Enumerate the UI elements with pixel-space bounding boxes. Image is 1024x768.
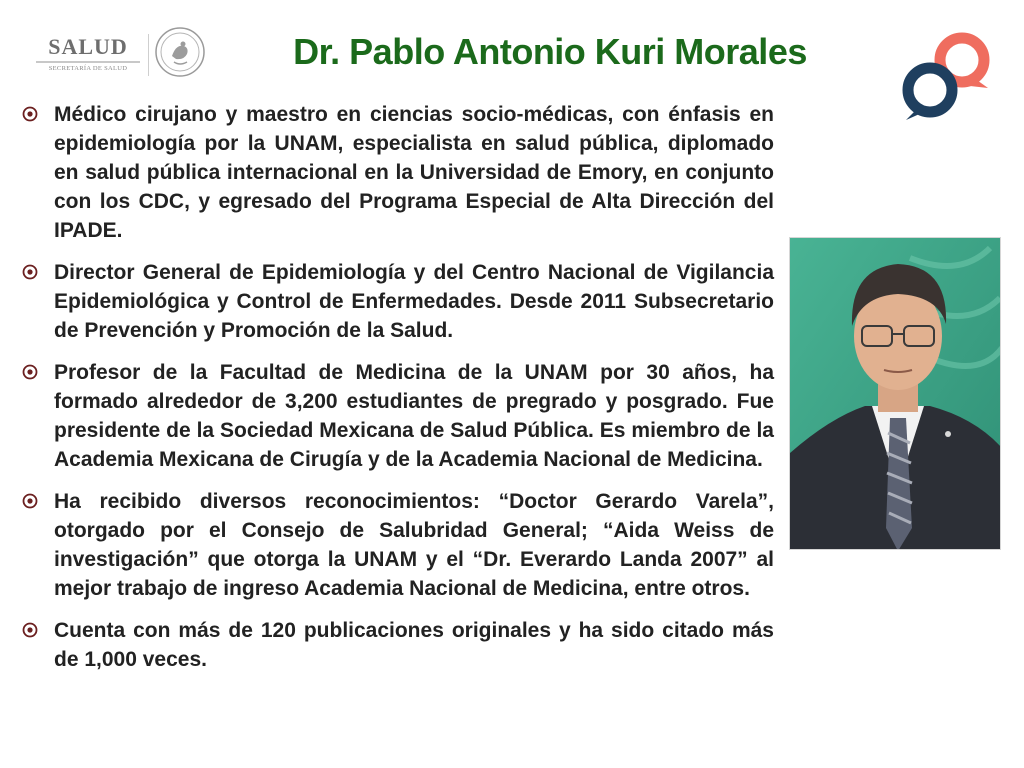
bullet-text: Director General de Epidemiología y del Centro Nacional de Vigilancia Epidemiológica y Control de Enfermedades. Desde 2011 Subsecretario de Prevención y Promoción de la Salud.: [54, 261, 774, 342]
bullet-text: Profesor de la Facultad de Medicina de la UNAM por 30 años, ha formado alrededor de 3,200 estudiantes de pregrado y posgrado. Fue presidente de la Sociedad Mexicana de Salud Pública. Es miembro de la Academia Mexicana de Cirugía y de la Academia Nacional de Medicina.: [54, 361, 774, 471]
circled-dot-icon: [22, 264, 38, 280]
portrait-illustration: [790, 238, 1001, 550]
salud-logo-word: SALUD: [48, 34, 128, 59]
circled-dot-icon: [22, 622, 38, 638]
list-item: [22, 358, 774, 474]
bullet-text: Médico cirujano y maestro en ciencias socio-médicas, con énfasis en epidemiología por la UNAM, especialista en salud pública, diplomado en salud pública internacional en la Universidad de Emory, en conjunto con los CDC, y egresado del Programa Especial de Alta Dirección del IPADE.: [54, 103, 774, 242]
bullet-text: Cuenta con más de 120 publicaciones originales y ha sido citado más de 1,000 veces.: [54, 619, 774, 671]
list-item: [22, 487, 774, 603]
logo-divider: [148, 34, 149, 76]
circled-dot-icon: [22, 106, 38, 122]
list-item: [22, 616, 774, 674]
salud-logo: [32, 36, 144, 74]
page-title: Dr. Pablo Antonio Kuri Morales: [293, 31, 807, 72]
salud-logo-rule: [36, 61, 140, 63]
portrait-photo: [789, 237, 1001, 550]
coat-of-arms-seal-icon: [154, 26, 206, 78]
circled-dot-icon: [22, 364, 38, 380]
bio-bullet-list: [22, 100, 774, 687]
list-item: [22, 258, 774, 345]
list-item: [22, 100, 774, 245]
bullet-text: Ha recibido diversos reconocimientos: “Doctor Gerardo Varela”, otorgado por el Consejo de Salubridad General; “Aida Weiss de investigación” que otorga la UNAM y el “Dr. Everardo Landa 2007” al mejor trabajo de ingreso Academia Nacional de Medicina, entre otros.: [54, 490, 774, 600]
linked-rings-logo-icon: [896, 28, 1000, 124]
circled-dot-icon: [22, 493, 38, 509]
salud-logo-subtitle: SECRETARÍA DE SALUD: [48, 65, 128, 72]
